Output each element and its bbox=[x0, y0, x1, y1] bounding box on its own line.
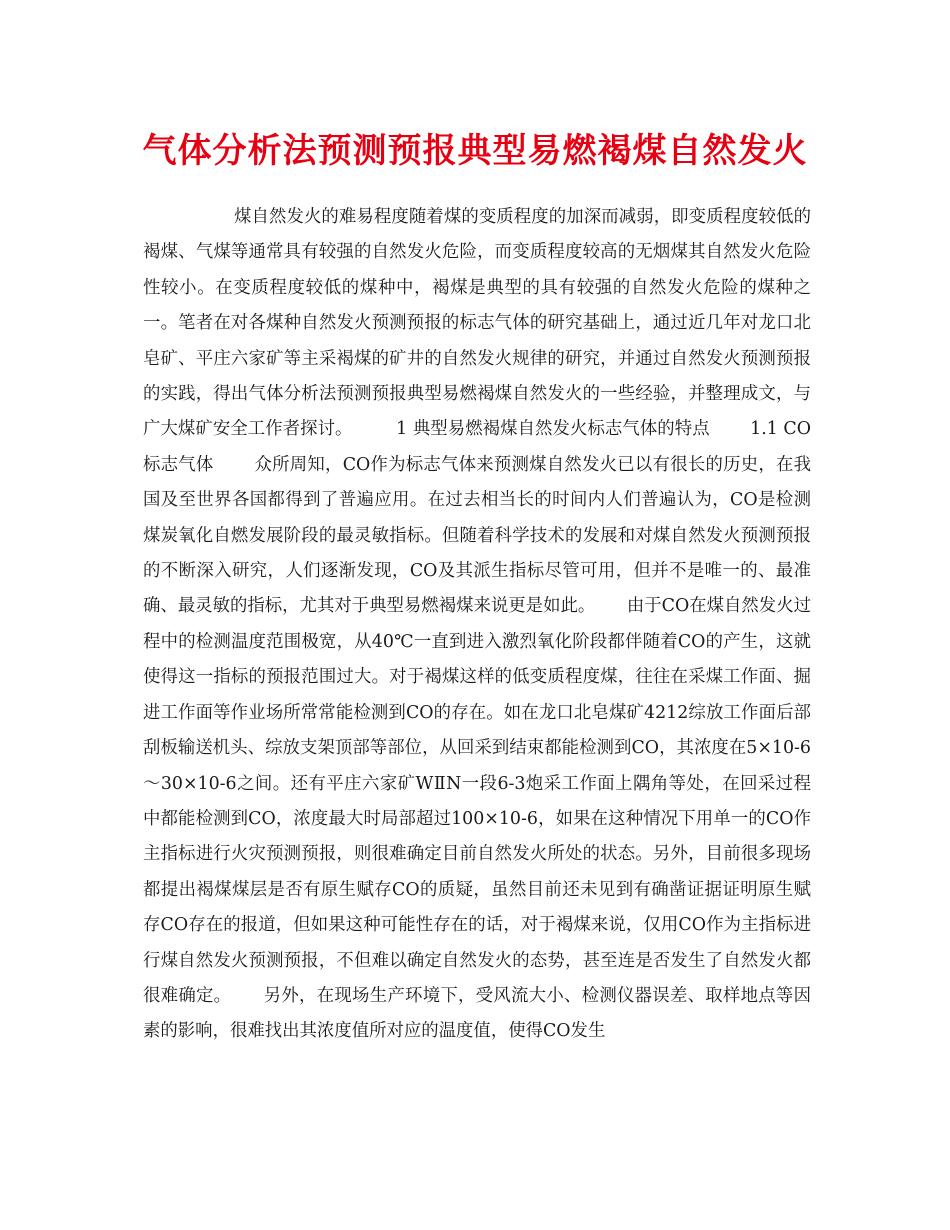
document-title: 气体分析法预测预报典型易燃褐煤自然发火 bbox=[142, 131, 808, 171]
document-body-paragraph: 煤自然发火的难易程度随着煤的变质程度的加深而减弱，即变质程度较低的褐煤、气煤等通常具有较强的自然发火危险，而变质程度较高的无烟煤其自然发火危险性较小。在变质程度较低的煤种中，褐煤是典型的具有较强的自然发火危险的煤种之一。笔者在对各煤种自然发火预测预报的标志气体的研究基础上，通过近几年对龙口北皂矿、平庄六家矿等主采褐煤的矿井的自然发火规律的研究，并通过自然发火预测预报的实践，得出气体分析法预测预报典型易燃褐煤自然发火的一些经验，并整理成文，与广大煤矿安全工作者探讨。 1 典型易燃褐煤自然发火标志气体的特点 1.1 CO标志气体 众所周知，CO作为标志气体来预测煤自然发火已以有很长的历史，在我国及至世界各国都得到了普遍应用。在过去相当长的时间内人们普遍认为，CO是检测煤炭氧化自燃发展阶段的最灵敏指标。但随着科学技术的发展和对煤自然发火预测预报的不断深入研究，人们逐渐发现，CO及其派生指标尽管可用，但并不是唯一的、最准确、最灵敏的指标，尤其对于典型易燃褐煤来说更是如此。 由于CO在煤自然发火过程中的检测温度范围极宽，从40℃一直到进入激烈氧化阶段都伴随着CO的产生，这就使得这一指标的预报范围过大。对于褐煤这样的低变质程度煤，往往在采煤工作面、掘进工作面等作业场所常常能检测到CO的存在。如在龙口北皂煤矿4212综放工作面后部刮板输送机头、综放支架顶部等部位，从回采到结束都能检测到CO，其浓度在5×10-6～30×10-6之间。还有平庄六家矿WⅡN一段6-3炮采工作面上隅角等处，在回采过程中都能检测到CO，浓度最大时局部超过100×10-6，如果在这种情况下用单一的CO作主指标进行火灾预测预报，则很难确定目前自然发火所处的状态。另外，目前很多现场都提出褐煤煤层是否有原生赋存CO的质疑，虽然目前还未见到有确凿证据证明原生赋存CO存在的报道，但如果这种可能性存在的话，对于褐煤来说，仅用CO作为主指标进行煤自然发火预测预报，不但难以确定自然发火的态势，甚至连是否发生了自然发火都很难确定。 另外，在现场生产环境下，受风流大小、检测仪器误差、取样地点等因素的影响，很难找出其浓度值所对应的温度值，使得CO发生 bbox=[143, 207, 811, 1042]
